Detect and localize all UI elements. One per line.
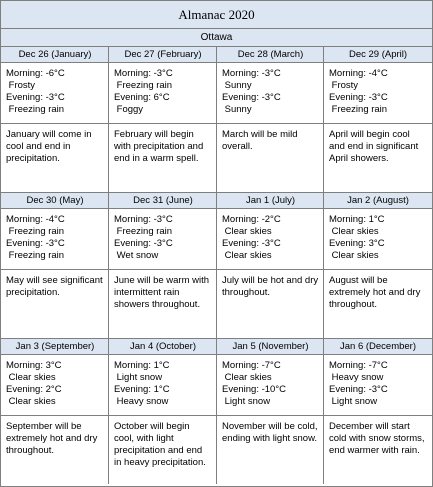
month-header: Jan 1 (July)	[217, 193, 324, 209]
evening-temp: Evening: -3°C	[222, 238, 281, 249]
weather-forecast	[217, 209, 324, 269]
weather-forecast	[1, 355, 109, 415]
weather-forecast	[109, 209, 217, 269]
month-header: Jan 4 (October)	[109, 339, 217, 355]
month-summary: April will begin cool and end in significant April showers.	[329, 129, 419, 164]
month-header: Jan 6 (December)	[324, 339, 432, 355]
evening-temp: Evening: -3°C	[114, 238, 173, 249]
evening-temp: Evening: -3°C	[222, 92, 281, 103]
morning-temp: Morning: -4°C	[6, 214, 65, 225]
month-header: Dec 26 (January)	[1, 47, 109, 63]
morning-temp: Morning: -6°C	[6, 68, 65, 79]
evening-condition: Clear skies	[6, 396, 56, 407]
evening-temp: Evening: 6°C	[114, 92, 170, 103]
morning-temp: Morning: 1°C	[329, 214, 385, 225]
weather-forecast	[324, 63, 432, 123]
month-header: Dec 29 (April)	[324, 47, 432, 63]
evening-condition: Clear skies	[329, 250, 379, 261]
morning-temp: Morning: -3°C	[114, 214, 173, 225]
evening-condition: Freezing rain	[329, 104, 388, 115]
evening-temp: Evening: -3°C	[6, 92, 65, 103]
morning-condition: Frosty	[329, 80, 359, 91]
weather-forecast	[1, 63, 109, 123]
evening-temp: Evening: -3°C	[329, 92, 388, 103]
morning-temp: Morning: -7°C	[329, 360, 388, 371]
morning-condition: Light snow	[114, 372, 163, 383]
weather-forecast	[109, 355, 217, 415]
month-summary: May will see significant precipitation.	[6, 275, 103, 298]
morning-temp: Morning: -3°C	[222, 68, 281, 79]
evening-temp: Evening: -10°C	[222, 384, 286, 395]
month-summary: February will begin with precipitation and end in a warm spell.	[114, 129, 204, 164]
morning-condition: Freezing rain	[114, 226, 173, 237]
month-header: Jan 2 (August)	[324, 193, 432, 209]
weather-forecast	[109, 63, 217, 123]
morning-condition: Sunny	[222, 80, 252, 91]
evening-temp: Evening: 3°C	[329, 238, 385, 249]
evening-condition: Foggy	[114, 104, 144, 115]
evening-condition: Heavy snow	[114, 396, 169, 407]
location-heading: Ottawa	[1, 29, 432, 47]
morning-condition: Clear skies	[6, 372, 56, 383]
column-divider	[323, 47, 324, 484]
evening-temp: Evening: 1°C	[114, 384, 170, 395]
weather-forecast	[217, 63, 324, 123]
morning-temp: Morning: -3°C	[114, 68, 173, 79]
month-summary: August will be extremely hot and dry throughout.	[329, 275, 421, 310]
column-divider	[216, 47, 217, 484]
morning-condition: Heavy snow	[329, 372, 384, 383]
evening-condition: Freezing rain	[6, 104, 65, 115]
morning-temp: Morning: -4°C	[329, 68, 388, 79]
month-header: Dec 30 (May)	[1, 193, 109, 209]
column-divider	[108, 47, 109, 484]
morning-temp: Morning: 3°C	[6, 360, 62, 371]
morning-temp: Morning: -2°C	[222, 214, 281, 225]
weather-forecast	[324, 209, 432, 269]
month-summary: July will be hot and dry throughout.	[222, 275, 319, 298]
weather-forecast	[1, 209, 109, 269]
weather-forecast	[324, 355, 432, 415]
month-summary: October will begin cool, with light precipitation and end in heavy precipitation.	[114, 421, 206, 468]
month-header: Dec 31 (June)	[109, 193, 217, 209]
month-summary: June will be warm with intermittent rain showers throughout.	[114, 275, 210, 310]
month-header: Jan 5 (November)	[217, 339, 324, 355]
month-summary: November will be cold, ending with light snow.	[222, 421, 318, 444]
table-title: Almanac 2020	[1, 1, 432, 29]
evening-condition: Freezing rain	[6, 250, 65, 261]
month-header: Dec 27 (February)	[109, 47, 217, 63]
morning-condition: Clear skies	[329, 226, 379, 237]
month-header: Dec 28 (March)	[217, 47, 324, 63]
morning-condition: Freezing rain	[114, 80, 173, 91]
morning-condition: Clear skies	[222, 372, 272, 383]
month-summary: December will start cold with snow storms, end warmer with rain.	[329, 421, 425, 456]
weather-forecast	[217, 355, 324, 415]
morning-condition: Frosty	[6, 80, 36, 91]
evening-condition: Clear skies	[222, 250, 272, 261]
evening-temp: Evening: -3°C	[6, 238, 65, 249]
evening-temp: Evening: -3°C	[329, 384, 388, 395]
month-summary: January will come in cool and end in precipitation.	[6, 129, 92, 164]
evening-condition: Wet snow	[114, 250, 159, 261]
evening-condition: Sunny	[222, 104, 252, 115]
evening-condition: Light snow	[329, 396, 378, 407]
morning-temp: Morning: 1°C	[114, 360, 170, 371]
month-summary: September will be extremely hot and dry throughout.	[6, 421, 98, 456]
month-summary: March will be mild overall.	[222, 129, 298, 152]
evening-temp: Evening: 2°C	[6, 384, 62, 395]
morning-temp: Morning: -7°C	[222, 360, 281, 371]
evening-condition: Light snow	[222, 396, 271, 407]
morning-condition: Clear skies	[222, 226, 272, 237]
month-header: Jan 3 (September)	[1, 339, 109, 355]
morning-condition: Freezing rain	[6, 226, 65, 237]
